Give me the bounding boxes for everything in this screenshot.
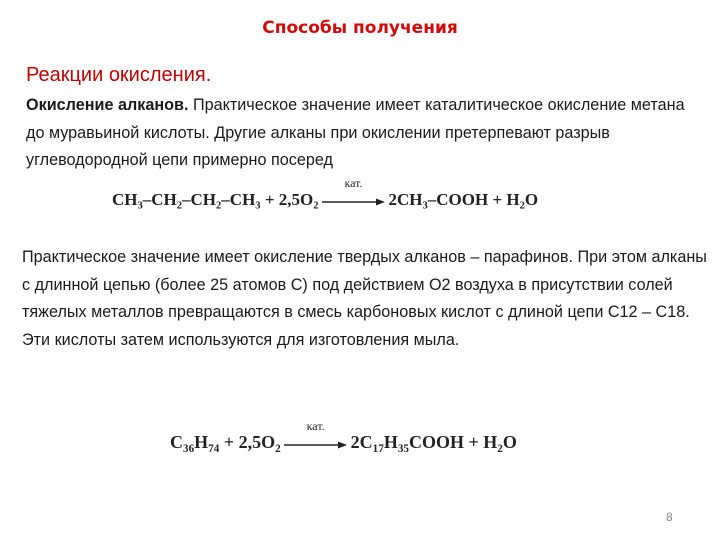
eq1-term: –CH [221, 190, 256, 209]
eq2-term: O [502, 432, 517, 452]
eq2-term: 2C [350, 432, 373, 452]
eq2-term: COOH + H [409, 432, 498, 452]
arrow-right-icon [284, 440, 348, 450]
catalyst-label: кат. [306, 418, 325, 433]
paragraph-alkane-oxidation [26, 92, 706, 175]
eq1-term: –COOH + H [427, 190, 520, 209]
slide-title: Способы получения [262, 18, 458, 38]
eq2-sub: 2 [497, 442, 503, 455]
eq1-term: –CH [182, 190, 217, 209]
eq1-term: –CH [142, 190, 177, 209]
eq2-sub: 74 [208, 442, 220, 455]
paragraph-text: Практическое значение имеет каталитическое окисление метана до муравьиной кислоты. Другие алканы при окислении претерпевают разрыв углеводородной цепи примерно посеред [26, 96, 685, 169]
paragraph-paraffin-oxidation: Практическое значение имеет окисление твердых алканов – парафинов. При этом алканы с длинной цепью (более 25 атомов С) под действием О2 воздуха в присутствии солей тяжелых металлов превращаются в смесь карбоновых кислот с длиной цепи С12 – С18. Эти кислоты затем используются для изготовления мыла. [22, 248, 707, 349]
eq1-sub: 2 [216, 200, 222, 212]
section-subtitle: Реакции окисления. [26, 64, 212, 86]
eq1-term: O [524, 190, 539, 209]
eq2-sub: 2 [275, 442, 281, 455]
page-number: 8 [666, 510, 673, 524]
eq2-term: + 2,5O [219, 432, 276, 452]
catalyst-label: кат. [344, 176, 363, 191]
eq1-sub: 3 [422, 200, 428, 212]
eq1-sub: 2 [519, 200, 525, 212]
eq1-sub: 3 [137, 200, 143, 212]
eq1-term: + 2,5O [260, 190, 314, 209]
eq1-sub: 2 [313, 200, 319, 212]
butane-oxidation-equation [112, 176, 539, 212]
eq2-term: H [194, 432, 209, 452]
reaction-arrow [284, 418, 348, 454]
eq2-term: H [383, 432, 398, 452]
paragraph-lead: Окисление алканов. [26, 96, 189, 114]
eq1-sub: 3 [255, 200, 261, 212]
reaction-arrow [322, 176, 386, 211]
eq2-sub: 35 [397, 442, 409, 455]
eq1-term: CH [112, 190, 138, 209]
eq2-sub: 36 [183, 442, 195, 455]
paraffin-oxidation-equation [170, 418, 517, 455]
eq2-term: C [170, 432, 183, 452]
eq1-term: 2CH [388, 190, 423, 209]
arrow-right-icon [322, 197, 386, 207]
eq2-sub: 17 [372, 442, 384, 455]
eq1-sub: 2 [176, 200, 183, 212]
